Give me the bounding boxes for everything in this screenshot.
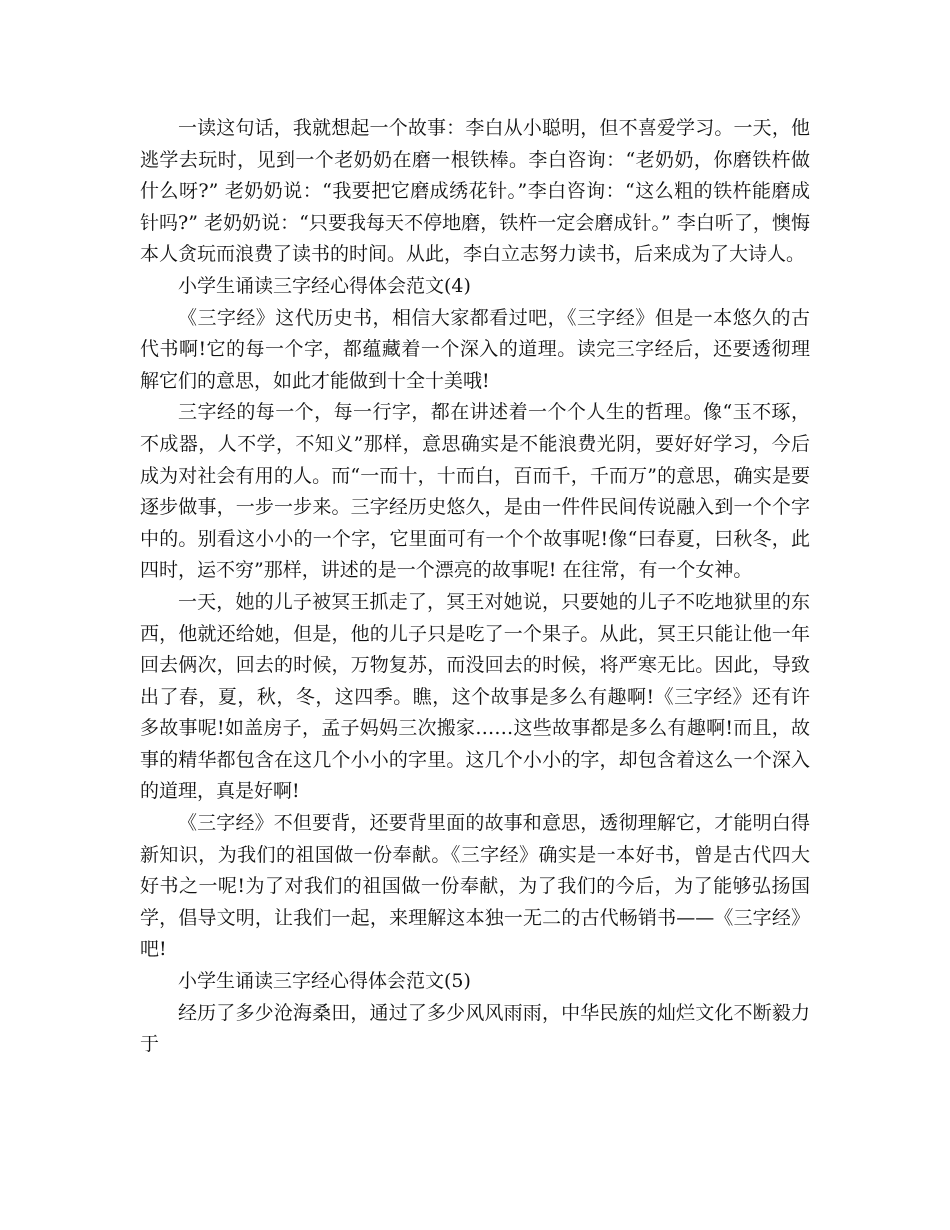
paragraph-goddess-story: 一天，她的儿子被冥王抓走了，冥王对她说，只要她的儿子不吃地狱里的东西，他就还给她，但是，他的儿子只是吃了一个果子。从此，冥王只能让他一年回去俩次，回去的时候，万物复苏，而没回去的时候，将严寒无比。因此，导致出了春，夏，秋，冬，这四季。瞧，这个故事是多么有趣啊!《三字经》还有许多故事呢!如盖房子，孟子妈妈三次搬家……这些故事都是多么有趣啊!而且，故事的精华都包含在这几个小小的字里。这几个小小的字，却包含着这么一个深入的道理，真是好啊! <box>140 590 810 803</box>
paragraph-culture: 经历了多少沧海桑田，通过了多少风风雨雨，中华民族的灿烂文化不断毅力于 <box>140 1001 810 1056</box>
paragraph-conclusion: 《三字经》不但要背，还要背里面的故事和意思，透彻理解它，才能明白得新知识，为我们的祖国做一份奉献。《三字经》确实是一本好书，曾是古代四大好书之一呢!为了对我们的祖国做一份奉献，为了我们的今后，为了能够弘扬国学，倡导文明，让我们一起，来理解这本独一无二的古代畅销书——《三字经》吧! <box>140 812 810 961</box>
paragraph-intro: 《三字经》这代历史书，相信大家都看过吧，《三字经》但是一本悠久的古代书啊!它的每一个字，都蕴藏着一个深入的道理。读完三字经后，还要透彻理解它们的意思，如此才能做到十全十美哦! <box>140 306 810 392</box>
section-heading-4: 小学生诵读三字经心得体会范文(4) <box>178 274 471 297</box>
paragraph-philosophy: 三字经的每一个，每一行字，都在讲述着一个个人生的哲理。像“玉不琢，不成器，人不学，不知义”那样，意思确实是不能浪费光阴，要好好学习，今后成为对社会有用的人。而“一而十，十而白，百而千，千而万”的意思，确实是要逐步做事，一步一步来。三字经历史悠久，是由一件件民间传说融入到一个个字中的。别看这小小的一个字，它里面可有一个个故事呢!像“曰春夏，曰秋冬，此四时，运不穷”那样，讲述的是一个漂亮的故事呢! 在往常，有一个女神。 <box>140 401 810 582</box>
section-heading-5: 小学生诵读三字经心得体会范文(5) <box>178 970 471 993</box>
paragraph-li-bai-story: 一读这句话，我就想起一个故事：李白从小聪明，但不喜爱学习。一天，他逃学去玩时，见到一个老奶奶在磨一根铁棒。李白咨询：“老奶奶，你磨铁杵做什么呀?” 老奶奶说：“我要把它磨成绣花针。”李白咨询：“这么粗的铁杵能磨成针吗?” 老奶奶说：“只要我每天不停地磨，铁杵一定会磨成针。” 李白听了，懊悔本人贪玩而浪费了读书的时间。从此，李白立志努力读书，后来成为了大诗人。 <box>140 117 810 266</box>
